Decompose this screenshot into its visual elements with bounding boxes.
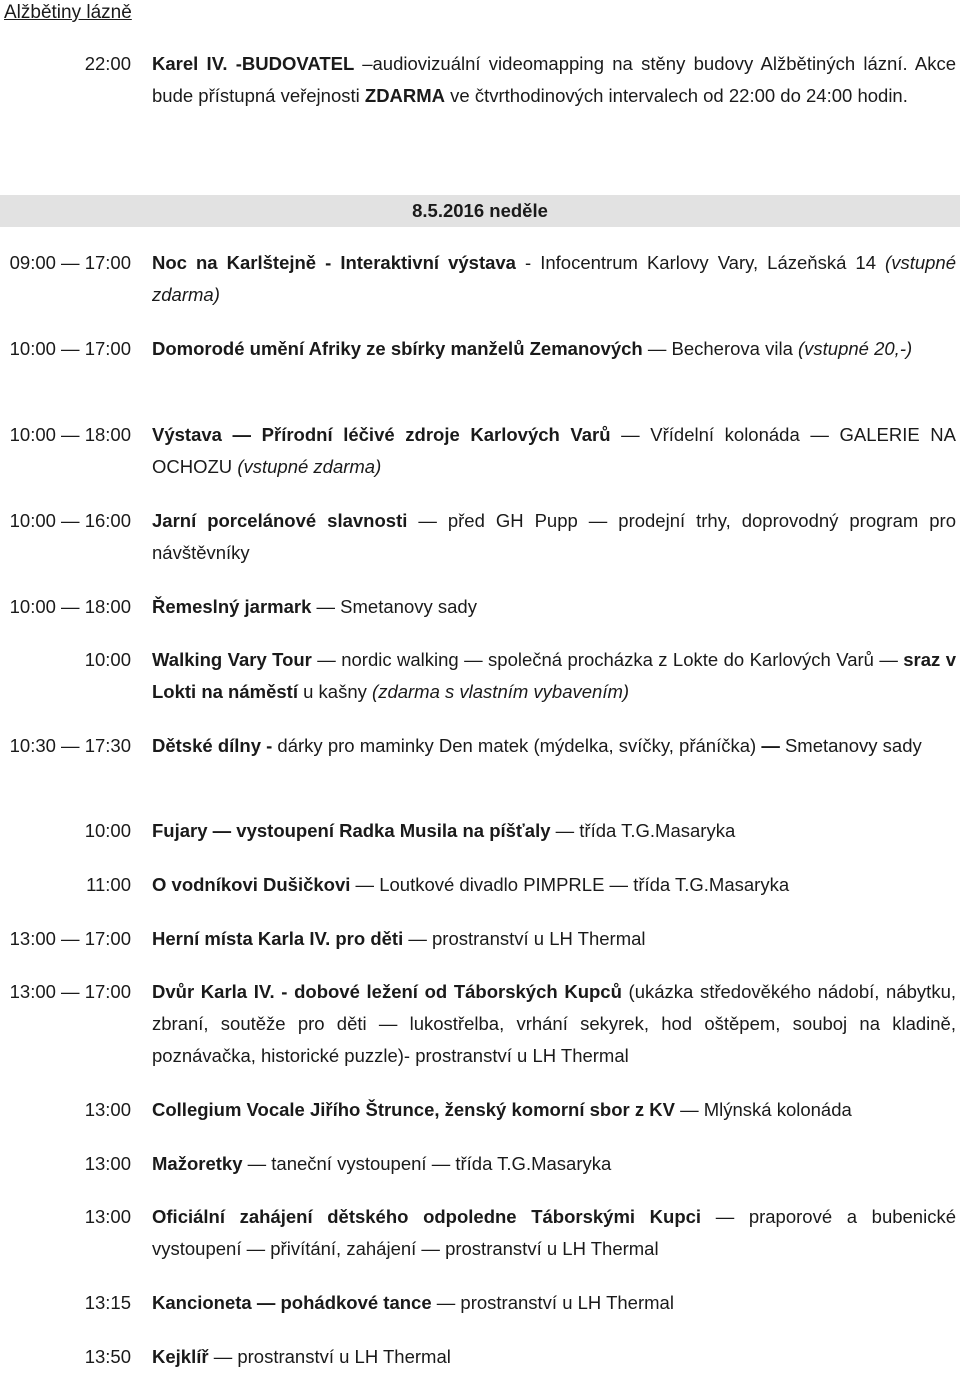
entry-description (152, 591, 956, 623)
entry-time: 13:00 — 17:00 (9, 928, 131, 949)
entry-description (152, 505, 956, 569)
entry-note: (vstupné zdarma) (152, 252, 957, 305)
entry-time: 11:00 (86, 874, 131, 895)
entry-title: Noc na Karlštejně - Interaktivní výstava (152, 252, 516, 273)
entry-text: –audiovizuální videomapping na stěny budovy Alžbětiných lázní. Akce bude přístupná veřejnosti (152, 53, 957, 106)
entry-description (152, 815, 956, 847)
entry-title: Kancioneta — pohádkové tance (152, 1292, 432, 1313)
entry-time: 10:00 (84, 820, 131, 841)
entry-note: (zdarma s vlastním vybavením) (372, 681, 630, 702)
entry-description (152, 1341, 956, 1373)
entry-text: Smetanovy sady (779, 735, 922, 756)
entry-description (152, 1148, 956, 1180)
entry-time: 10:00 (84, 649, 131, 670)
entry-title: Dětské dílny - (152, 735, 273, 756)
entry-text: — třída T.G.Masaryka (550, 820, 736, 841)
entry-title: sraz v Lokti na náměstí (152, 649, 956, 702)
entry-text: dárky pro maminky Den matek (mýdelka, svíčky, přáníčka) (272, 735, 762, 756)
entry-description (152, 247, 956, 311)
entry-text: — před GH Pupp — prodejní trhy, doprovodný program pro návštěvníky (152, 510, 956, 563)
entry-title: Kejklíř (152, 1346, 209, 1367)
entry-description (152, 48, 956, 112)
entry-text: u kašny (297, 681, 373, 702)
entry-description (152, 869, 956, 901)
entry-title: Výstava — Přírodní léčivé zdroje Karlových Varů (152, 424, 611, 445)
entry-description (152, 333, 956, 365)
entry-time: 13:50 (84, 1346, 131, 1367)
entry-title: Karel IV. -BUDOVATEL (152, 53, 363, 74)
entry-title: Herní místa Karla IV. pro děti (152, 928, 404, 949)
entry-text: — nordic walking — společná procházka z Lokte do Karlových Varů — (311, 649, 904, 670)
venue-heading: Alžbětiny lázně (4, 2, 132, 23)
entry-description (152, 644, 956, 708)
entry-description (152, 976, 956, 1072)
entry-title: O vodníkovi Dušičkovi (152, 874, 351, 895)
entry-time: 13:00 (84, 1153, 131, 1174)
entry-time: 10:00 — 17:00 (9, 338, 131, 359)
entry-title: Collegium Vocale Jiřího Štrunce, ženský komorní sbor z KV (152, 1099, 675, 1120)
entry-time: 13:15 (84, 1292, 131, 1313)
entry-title: ZDARMA (364, 85, 446, 106)
entry-time: 22:00 (84, 53, 131, 74)
entry-description (152, 419, 956, 483)
entry-text: — prostranství u LH Thermal (403, 928, 646, 949)
entry-text: - Infocentrum Karlovy Vary, Lázeňská 14 (515, 252, 886, 273)
entry-text: ve čtvrthodinových intervalech od 22:00 do 24:00 hodin. (445, 85, 908, 106)
entry-text: — taneční vystoupení — třída T.G.Masaryka (242, 1153, 612, 1174)
entry-time: 10:00 — 18:00 (9, 424, 131, 445)
entry-description (152, 1094, 956, 1126)
date-heading: 8.5.2016 neděle (0, 195, 960, 227)
entry-text: — praporové a bubenické vystoupení — přivítání, zahájení — prostranství u LH Thermal (152, 1206, 956, 1259)
entry-title: Walking Vary Tour (152, 649, 312, 670)
entry-text: — Vřídelní kolonáda — GALERIE NA OCHOZU (152, 424, 956, 477)
entry-text: (ukázka středověkého nádobí, nábytku, zbraní, soutěže pro děti — lukostřelba, vrhání sekyrek, hod oštěpem, souboj na kladině, poznávačka, historické puzzle)- prostranství u LH Thermal (152, 981, 956, 1066)
entry-description (152, 730, 956, 762)
entry-text: — Smetanovy sady (311, 596, 477, 617)
entry-description (152, 1287, 956, 1319)
entry-time: 09:00 — 17:00 (9, 252, 131, 273)
entry-title: Mažoretky (152, 1153, 243, 1174)
entry-time: 13:00 (84, 1099, 131, 1120)
entry-description (152, 923, 956, 955)
entry-time: 13:00 — 17:00 (9, 981, 131, 1002)
entry-time: 10:00 — 16:00 (9, 510, 131, 531)
entry-text: — Becherova vila (642, 338, 798, 359)
entry-text: — prostranství u LH Thermal (431, 1292, 674, 1313)
entry-title: Jarní porcelánové slavnosti (152, 510, 408, 531)
entry-title: Dvůr Karla IV. - dobové ležení od Táborských Kupců (152, 981, 622, 1002)
entry-description (152, 1201, 956, 1265)
entry-note: (vstupné 20,-) (798, 338, 913, 359)
entry-title: — (761, 735, 780, 756)
entry-title: Řemeslný jarmark (152, 596, 312, 617)
entry-time: 13:00 (84, 1206, 131, 1227)
entry-text: — prostranství u LH Thermal (208, 1346, 451, 1367)
entry-text: — Mlýnská kolonáda (674, 1099, 852, 1120)
entry-note: (vstupné zdarma) (237, 456, 382, 477)
entry-time: 10:00 — 18:00 (9, 596, 131, 617)
entry-text: — Loutkové divadlo PIMPRLE — třída T.G.Masaryka (350, 874, 790, 895)
entry-title: Fujary — vystoupení Radka Musila na píšťaly (152, 820, 551, 841)
entry-title: Domorodé umění Afriky ze sbírky manželů Zemanových (152, 338, 643, 359)
entry-title: Oficiální zahájení dětského odpoledne Táborskými Kupci (152, 1206, 702, 1227)
entry-time: 10:30 — 17:30 (9, 735, 131, 756)
